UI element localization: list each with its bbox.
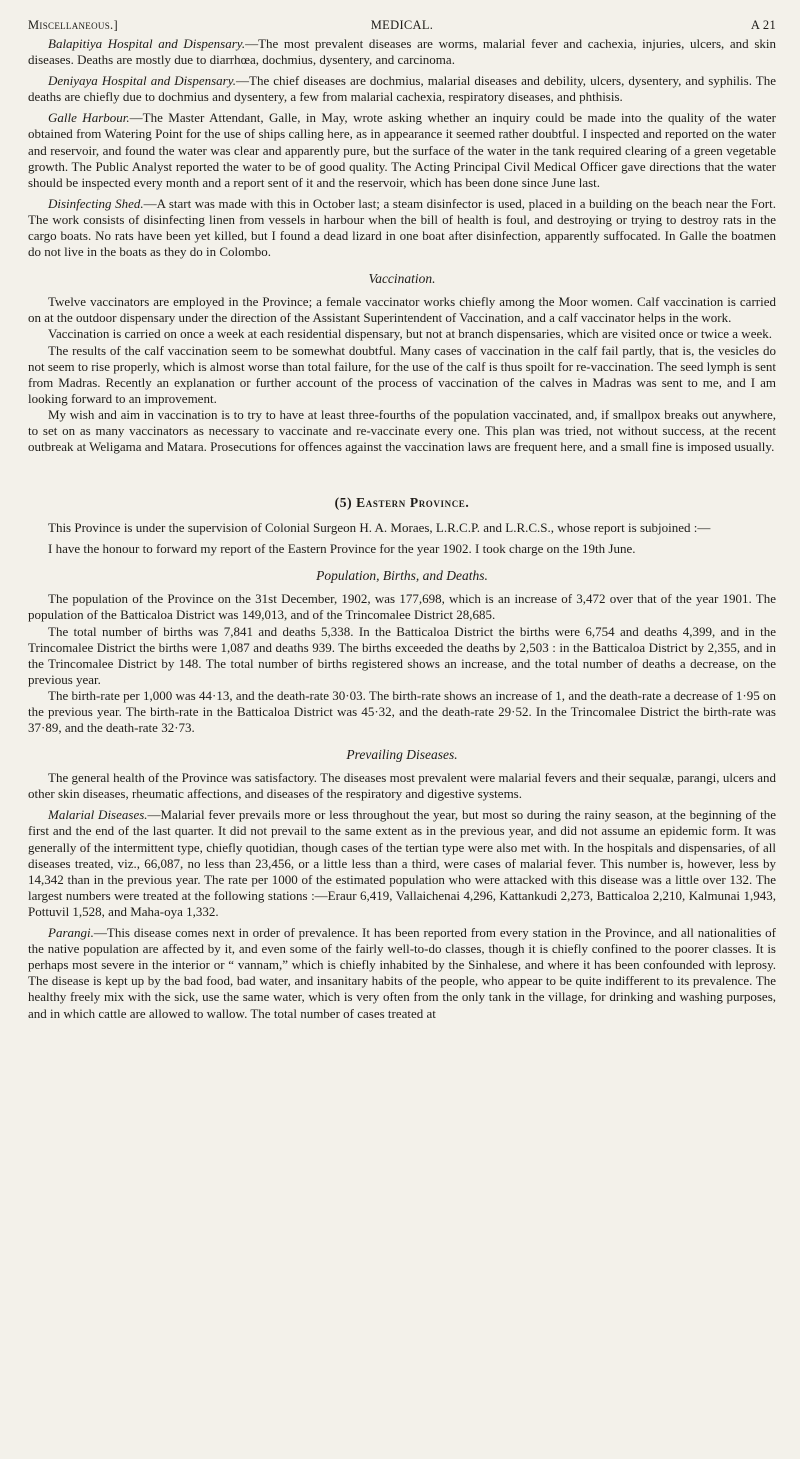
heading-eastern-province: [28, 495, 776, 511]
header-section-label: Miscellaneous.]: [28, 18, 118, 32]
running-header: [28, 14, 776, 36]
lead-malarial: Malarial Diseases.: [48, 807, 148, 823]
heading-prevailing-diseases: Prevailing Diseases.: [346, 747, 458, 763]
heading-population: Population, Births, and Deaths.: [316, 568, 488, 584]
paragraph-balapitiya: [28, 36, 776, 68]
section-number: (5): [334, 495, 353, 511]
paragraph-prevailing-1: The general health of the Province was satisfactory. The diseases most prevalent were malarial fevers and their sequalæ, parangi, ulcers and other skin diseases, rheumatic affections, and diseases of the respiratory and digestive systems.: [28, 770, 776, 802]
heading-vaccination: Vaccination.: [368, 271, 436, 287]
lead-balapitiya: Balapitiya Hospital and Dispensary.: [48, 36, 246, 51]
paragraph-vaccination-2: Vaccination is carried on once a week at each residential dispensary, but not at branch dispensaries, which are visited once or twice a week.: [48, 326, 772, 342]
lead-disinfecting-shed: Disinfecting Shed.: [48, 195, 144, 211]
paragraph-population-2: The total number of births was 7,841 and deaths 5,338. In the Batticaloa District the births were 6,754 and deaths 4,399, and in the Trincomalee District the births were 1,087 and deaths 939. The births exceeded the deaths by 2,503 : in the Batticaloa District by 2,355, and in the Trincomalee District by 148. The total number of births registered shows an increase, and the total number of deaths a decrease, on the previous year.: [28, 623, 776, 687]
lead-galle-harbour: Galle Harbour.: [48, 110, 130, 126]
paragraph-population-3: The birth-rate per 1,000 was 44·13, and the death-rate 30·03. The birth-rate shows an increase of 1, and the death-rate a decrease of 1·95 on the previous year. The birth-rate in the Batticaloa District was 45·32, and the death-rate 29·52. In the Trincomalee District the birth-rate was 37·89, and the death-rate 32·73.: [28, 687, 776, 736]
paragraph-eastern-honour: I have the honour to forward my report of the Eastern Province for the year 1902. I took charge on the 19th June.: [48, 541, 636, 557]
lead-deniyaya: Deniyaya Hospital and Dispensary.: [48, 73, 237, 89]
paragraph-vaccination-4: My wish and aim in vaccination is to try to have at least three-fourths of the population vaccinated, and, if smallpox breaks out anywhere, to set on as many vaccinators as necessary to vaccinate and re-vaccinate every one. This plan was tried, not without success, at the recent outbreak at Weligama and Matara. Prosecutions for offences against the vaccination laws are frequent here, and a small fine is imposed usually.: [28, 406, 776, 455]
paragraph-disinfecting-shed: [28, 196, 776, 260]
text-parangi: —This disease comes next in order of prevalence. It has been reported from every station in the Province, and all nationalities of the native population are affected by it, and even some of the fairly well-to-do classes, though it is chiefly confined to the poorer classes. It is perhaps most severe in the interior or “ vannam,” which is chiefly inhabited by the Sinhalese, and where it has been confounded with leprosy. The disease is kept up by the bad food, bad water, and insanitary habits of the people, who appear to be quite indifferent to its prevalence. The healthy freely mix with the sick, use the same water, which is very often from the only tank in the village, for drinking and washing purposes, and in which cattle are allowed to wallow. The total number of cases treated at: [28, 925, 776, 1021]
paragraph-deniyaya: [28, 73, 776, 105]
paragraph-galle-harbour: [28, 110, 776, 190]
paragraph-vaccination-3: The results of the calf vaccination seem to be somewhat doubtful. Many cases of vaccination in the calf fail partly, that is, the vesicles do not seem to rise properly, which is almost worse than total failure, for the use of the calf is thus spoilt for re-vaccination. The seed lymph is sent from Madras. Recently an explanation or further account of the process of vaccination of the calves in Madras was sent to me, and I am looking forward to an improvement.: [28, 342, 776, 406]
text-deniyaya: —The chief diseases are dochmius, malarial diseases and debility, ulcers, dysentery, and syphilis. The deaths are chiefly due to dochmius and dysentery, a few from malarial cachexia, respiratory diseases, and phthisis.: [28, 73, 776, 105]
header-title: MEDICAL.: [370, 18, 434, 32]
paragraph-parangi: [28, 925, 776, 1022]
paragraph-vaccination-1: Twelve vaccinators are employed in the Province; a female vaccinator works chiefly among the Moor women. Calf vaccination is carried on at the outdoor dispensary under the direction of the Assistant Superintendent of Vaccination, and a calf vaccinator helps in the work.: [28, 294, 776, 326]
section-title: Eastern Province.: [356, 495, 470, 511]
text-disinfecting-shed: —A start was made with this in October last; a steam disinfector is used, placed in a building on the beach near the Fort. The work consists of disinfecting linen from vessels in harbour when the bill of health is foul, and destroying or trying to destroy rats in the cargo boats. No rats have been yet killed, but I found a dead lizard in one boat after disinfection, apparently suffocated. In Galle the boatmen do not live in the boats as they do in Colombo.: [28, 195, 776, 260]
text-galle-harbour: —The Master Attendant, Galle, in May, wrote asking whether an inquiry could be made into the quality of the water obtained from Watering Point for the use of ships calling here, as in appearance it seemed rather doubtful. I inspected and reported on the water and reservoir, and found the water was clear and apparently pure, but the surface of the water in the tank required clearing of a green vegetable growth. The Public Analyst reported the water to be of good quality. The Acting Principal Civil Medical Officer gave directions that the water should be inspected every month and a report sent of it and the reservoir, which has been done since June last.: [28, 110, 777, 190]
lead-parangi: Parangi.: [48, 925, 94, 941]
paragraph-malarial: [28, 807, 776, 920]
paragraph-eastern-intro: This Province is under the supervision of Colonial Surgeon H. A. Moraes, L.R.C.P. and L.R.C.S., whose report is subjoined :—: [48, 520, 711, 536]
page-number: A 21: [750, 18, 776, 32]
text-malarial: —Malarial fever prevails more or less throughout the year, but most so during the rainy season, at the beginning of the first and the end of the last quarter. It did not prevail to the same extent as in the previous year, and did not assume an epidemic form. It was generally of the intermittent type, chiefly quotidian, though cases of the tertian type were also met with. In the hospitals and dispensaries, of all diseases treated, viz., 66,087, no less than 23,456, or a little less than a third, were cases of malarial fever. This number is, however, less by 14,342 than in the previous year. The rate per 1000 of the estimated population who were attacked with this disease was a little over 132. The largest numbers were treated at the following stations :—Eraur 6,419, Vallaichenai 4,296, Kattankudi 2,273, Batticaloa 2,210, Kalmunai 1,943, Pottuvil 1,528, and Maha-oya 1,332.: [28, 807, 776, 919]
text-balapitiya: —The most prevalent diseases are worms, malarial fever and cachexia, injuries, ulcers, and skin diseases. Deaths are mostly due to diarrhœa, dochmius, dysentery, and carcinoma.: [28, 36, 776, 68]
paragraph-population-1: The population of the Province on the 31st December, 1902, was 177,698, which is an increase of 3,472 over that of the year 1901. The population of the Batticaloa District was 149,013, and of the Trincomalee District 28,685.: [28, 591, 776, 623]
